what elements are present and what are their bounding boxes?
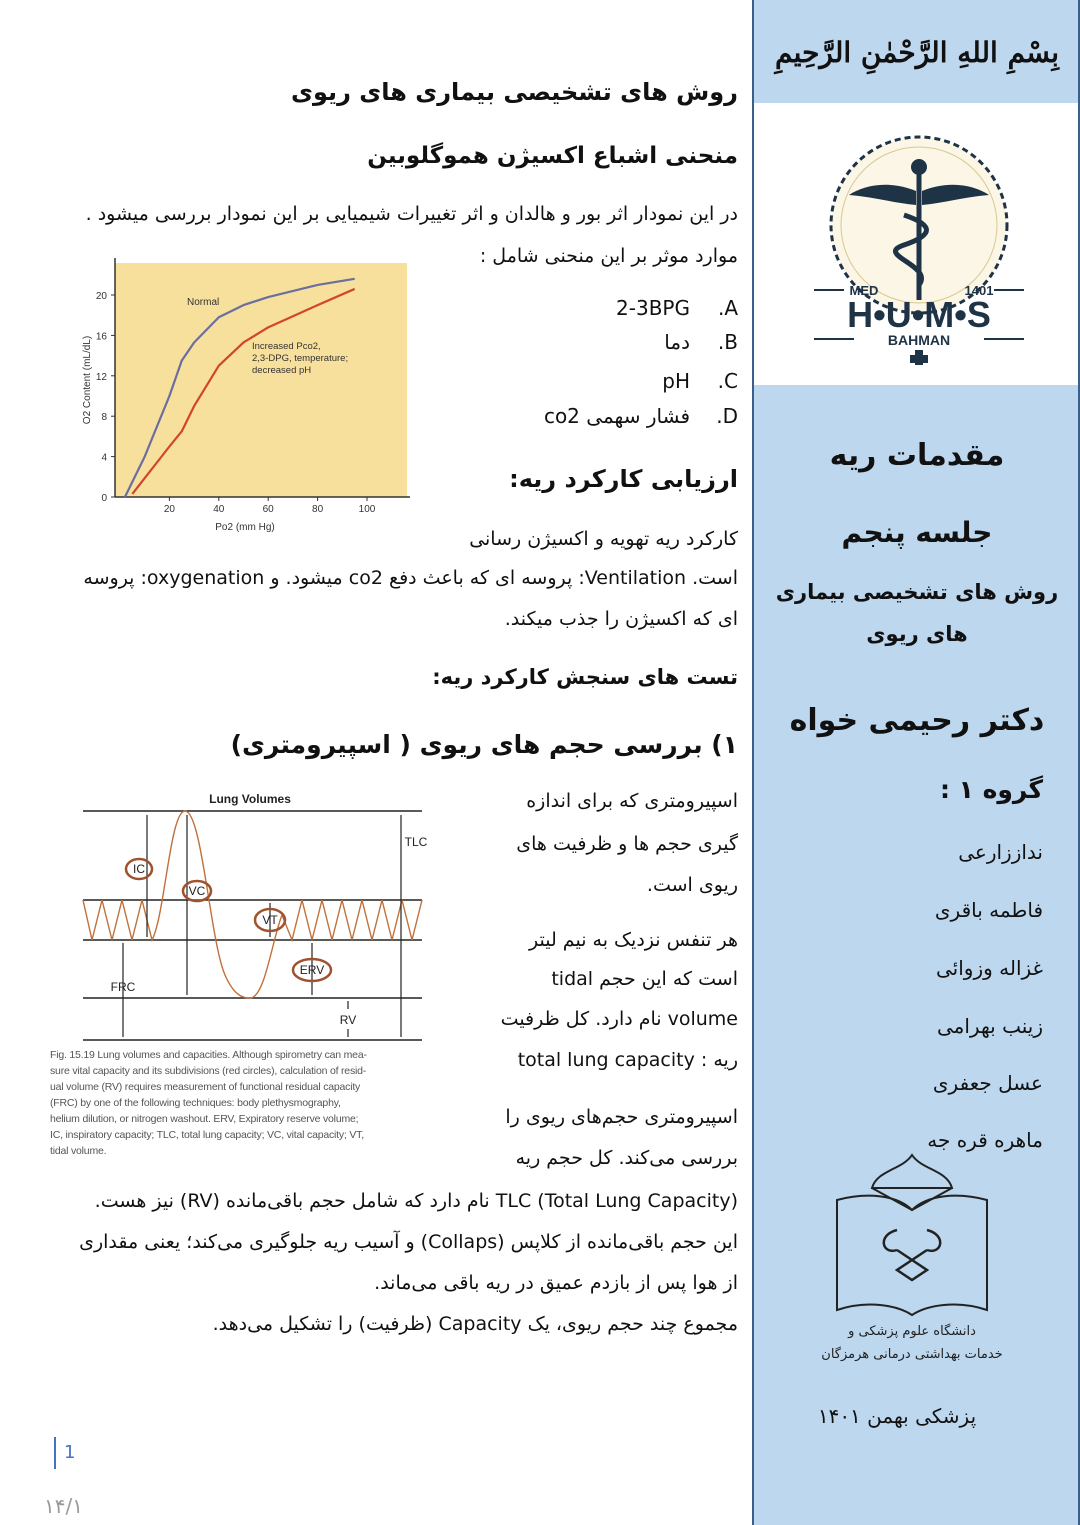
vt-label: VT xyxy=(262,913,278,927)
group-member: ماهره قره جه xyxy=(927,1128,1043,1152)
caption-line: IC, inspiratory capacity; TLC, total lung capacity; VC, vital capacity; VT, xyxy=(50,1129,364,1141)
spirometry-line: است که این حجم tidal xyxy=(551,968,738,990)
annotation-normal: Normal xyxy=(187,297,220,308)
sidebar-footer: پزشکی بهمن ۱۴۰۱ xyxy=(817,1404,977,1428)
erv-label: ERV xyxy=(299,963,325,977)
caption-line: Fig. 15.19 Lung volumes and capacities. Although spirometry can mea- xyxy=(50,1049,367,1061)
university-name: خدمات بهداشتی درمانی هرمزگان xyxy=(821,1347,1003,1362)
group-member: عسل جعفری xyxy=(932,1071,1043,1095)
doctor-name: دکتر رحیمی خواه xyxy=(789,703,1045,738)
y-tick-label: 20 xyxy=(95,291,107,302)
spirometry-line: ریوی است. xyxy=(646,874,738,896)
group-member: فاطمه باقری xyxy=(934,898,1043,922)
x-tick-label: 80 xyxy=(312,504,324,515)
course-title: مقدمات ریه xyxy=(829,438,1005,473)
paragraph-line: از هوا پس از بازدم عمیق در ریه باقی می‌ماند. xyxy=(374,1272,738,1294)
plot-background xyxy=(115,263,407,497)
spirometry-line: ریه : total lung capacity xyxy=(517,1049,738,1071)
spirometry-line: بررسی می‌کند. کل حجم ریه xyxy=(515,1147,738,1169)
factor-letter: D. xyxy=(716,404,738,428)
page-number: 1 xyxy=(64,1442,76,1463)
lung-eval-line: کارکرد ریه تهویه و اکسیژن رسانی xyxy=(469,528,738,550)
x-tick-label: 20 xyxy=(163,504,175,515)
figure-caption xyxy=(50,1047,367,1159)
page-number-bar xyxy=(54,1437,56,1469)
spirometry-heading: ۱) بررسی حجم های ریوی ( اسپیرومتری) xyxy=(230,730,738,759)
bismillah: بِسْمِ اللهِ الرَّحْمٰنِ الرَّحِيمِ xyxy=(775,36,1059,69)
group-label: گروه ۱ : xyxy=(939,775,1043,804)
lung-eval-line: ای که اکسیژن را جذب میکند. xyxy=(504,608,738,630)
lung-eval-heading: ارزیابی کارکرد ریه: xyxy=(509,465,738,493)
university-name: دانشگاه علوم پزشکی و xyxy=(848,1324,976,1339)
sidebar xyxy=(752,0,1080,1525)
section-subtitle: منحنی اشباع اکسیژن هموگلوبین xyxy=(367,143,738,169)
factor-letter: C. xyxy=(717,369,738,393)
annotation-increased: 2,3-DPG, temperature; xyxy=(252,353,349,364)
paragraph-line: مجموع چند حجم ریوی، یک Capacity (ظرفیت) را تشکیل می‌دهد. xyxy=(212,1313,738,1335)
tests-heading: تست های سنجش کارکرد ریه: xyxy=(432,665,738,689)
caption-line: (FRC) by one of the following techniques: body plethysmography, xyxy=(50,1097,341,1109)
y-axis-label: O2 Content (mL/dL) xyxy=(82,335,93,425)
figure-title: Lung Volumes xyxy=(209,792,291,806)
group-member: زینب بهرامی xyxy=(936,1014,1043,1038)
hormozgan-university-logo xyxy=(802,1150,1022,1370)
rv-label: RV xyxy=(339,1013,357,1027)
group-member: نداززارعی xyxy=(958,840,1043,864)
spirometry-line: volume نام دارد. کل ظرفیت xyxy=(500,1008,738,1030)
x-tick-label: 100 xyxy=(358,504,376,515)
y-tick-label: 12 xyxy=(95,371,107,383)
x-tick-label: 60 xyxy=(262,504,274,515)
factor-text: pH xyxy=(662,369,690,393)
paragraph-line: (Total Lung Capacity) TLC نام دارد که شامل حجم باقی‌مانده (RV) نیز هست. xyxy=(94,1190,738,1212)
caption-line: ual volume (RV) requires measurement of functional residual capacity xyxy=(50,1081,361,1093)
spirometry-line: اسپیرومتری که برای اندازه xyxy=(526,790,738,812)
annotation-increased: decreased pH xyxy=(252,365,312,376)
logo-text-med: MED xyxy=(849,283,879,298)
spirogram-trace xyxy=(83,811,422,998)
spirometry-line: گیری حجم ها و ظرفیت های xyxy=(516,833,738,855)
spirometry-line: هر تنفس نزدیک به نیم لیتر xyxy=(529,929,738,951)
factor-letter: A. xyxy=(717,296,738,320)
spirometry-line: اسپیرومتری حجم‌های ریوی را xyxy=(505,1106,738,1128)
intro-text: در این نمودار اثر بور و هالدان و اثر تغییرات شیمیایی بر این نمودار بررسی میشود . xyxy=(85,203,738,225)
hums-logo xyxy=(804,125,1034,365)
caption-line: tidal volume. xyxy=(50,1145,107,1157)
topic-title: های ریوی xyxy=(866,622,968,646)
logo-text-year: 1401 xyxy=(964,283,994,298)
page-title: روش های تشخیصی بیماری های ریوی xyxy=(291,78,738,106)
y-tick-label: 16 xyxy=(95,331,107,343)
logo-text-bahman: BAHMAN xyxy=(887,332,951,348)
caption-line: sure vital capacity and its subdivisions (red circles), calculation of resid- xyxy=(50,1065,367,1077)
factor-text: 2-3BPG xyxy=(616,296,690,320)
oxygen-dissociation-chart xyxy=(70,240,420,540)
factor-letter: B. xyxy=(717,330,738,354)
lung-volumes-figure xyxy=(50,785,462,1045)
frc-label: FRC xyxy=(110,980,136,994)
caption-line: helium dilution, or nitrogen washout. ERV, Expiratory reserve volume; xyxy=(50,1113,359,1125)
topic-title: روش های تشخیصی بیماری xyxy=(775,580,1059,604)
y-tick-label: 4 xyxy=(101,452,107,464)
x-tick-label: 40 xyxy=(213,504,225,515)
group-member: غزاله وزوائی xyxy=(936,956,1043,980)
page-footer: ۱۴/۱ xyxy=(44,1494,83,1518)
tlc-label: TLC xyxy=(404,835,428,849)
x-axis-label: Po2 (mm Hg) xyxy=(215,522,275,533)
lung-eval-line: است. Ventilation: پروسه ای که باعث دفع co2 میشود. و oxygenation: پروسه xyxy=(83,567,738,589)
factors-intro: موارد موثر بر این منحنی شامل : xyxy=(479,245,738,267)
factor-text: دما xyxy=(664,330,690,354)
vc-label: VC xyxy=(188,884,206,898)
session-title: جلسه پنجم xyxy=(841,516,993,549)
logo-text-main: H•U•M•S xyxy=(847,294,991,335)
y-tick-label: 0 xyxy=(101,493,107,504)
y-tick-label: 8 xyxy=(101,412,107,424)
ic-label: IC xyxy=(133,862,145,876)
annotation-increased: Increased Pco2, xyxy=(252,341,321,352)
paragraph-line: این حجم باقی‌مانده از کلاپس (Collaps) و آسیب ریه جلوگیری می‌کند؛ یعنی مقداری xyxy=(79,1231,738,1253)
factor-text: فشار سهمی co2 xyxy=(543,404,690,428)
